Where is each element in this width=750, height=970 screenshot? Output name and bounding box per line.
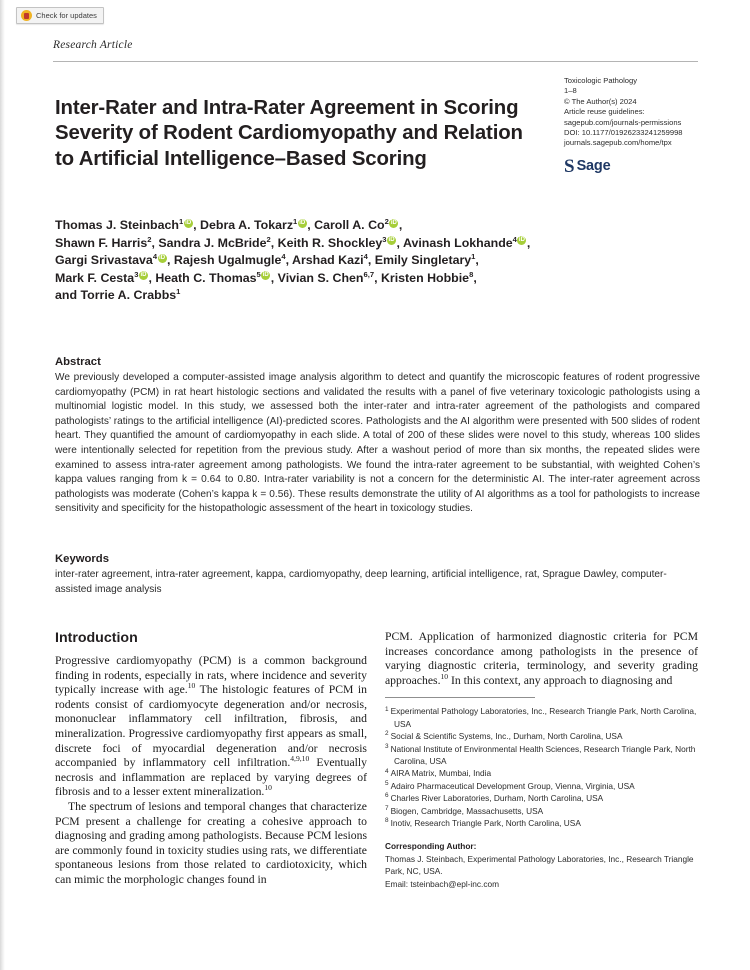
journal-homepage-url[interactable]: journals.sagepub.com/home/tpx bbox=[564, 138, 672, 148]
corresponding-author-address: Thomas J. Steinbach, Experimental Pathology Laboratories, Inc., Research Triangle Park, NC, USA. bbox=[385, 853, 694, 877]
journal-meta-block bbox=[564, 76, 744, 176]
copyright-line: © The Author(s) 2024 bbox=[564, 96, 637, 106]
affiliation-item: $^1$ Experimental Pathology Laboratories, Inc., Research Triangle Park, North Carolina, USA bbox=[385, 705, 697, 729]
abstract-text: We previously developed a computer-assisted image analysis algorithm to detect and quantify the microscopic features of rodent progressive cardiomyopathy (PCM) in rat heart histologic sections and validated the results with a panel of five veterinary toxicologic pathologists using a multinomial logistic model. In this study, we assessed both the inter-rater and intra-rater agreement of the pathologists and compared pathologists’ ratings to the artificial intelligence (AI)-predicted scores. Pathologists and the AI algorithm were presented with 500 slides of rodent heart. They quantified the amount of cardiomyopathy in each slide. A total of 200 of these slides were novel to this study, whereas 100 slides were intentionally selected for repetition from the previous study. After a washout period of more than six months, the repeated slides were examined to assess intra-rater agreement among pathologists. We found the intra-rater agreement to be substantial, with weighted Cohen’s kappa values ranging from k = 0.64 to 0.80. Intra-rater variability is not a concern for the deterministic AI. The inter-rater agreement across pathologists was moderate (Cohen’s kappa k = 0.56). These results demonstrate the utility of AI algorithms as a tool for pathologists to increase sensitivity and specificity for the histopathologic assessment of the heart in toxicology studies. bbox=[55, 372, 700, 515]
author-line: Gargi Srivastava$^4$ iD , Rajesh Ugalmugle$^4$, Arshad Kazi$^4$, Emily Singletary$^1$, bbox=[55, 252, 705, 270]
orcid-icon[interactable] bbox=[387, 236, 396, 245]
corresponding-author-heading: Corresponding Author: bbox=[385, 841, 477, 852]
orcid-icon[interactable] bbox=[298, 219, 307, 228]
orcid-icon[interactable] bbox=[261, 271, 270, 280]
affiliation-list bbox=[385, 705, 698, 829]
page-range: 1–8 bbox=[564, 86, 577, 96]
affiliation-item: $^6$ Charles River Laboratories, Durham, North Carolina, USA bbox=[385, 792, 604, 804]
affiliation-marker: 4 bbox=[385, 767, 389, 775]
sage-wordmark: Sage bbox=[576, 157, 611, 174]
author-line: and Torrie A. Crabbs$^1$ bbox=[55, 287, 181, 303]
orcid-icon[interactable] bbox=[517, 236, 526, 245]
affiliation-marker: 3 bbox=[385, 742, 389, 750]
affiliation-item: $^7$ Biogen, Cambridge, Massachusetts, USA bbox=[385, 804, 544, 816]
keywords-heading: Keywords bbox=[55, 553, 109, 565]
reuse-guidelines-url[interactable]: sagepub.com/journals-permissions bbox=[564, 117, 682, 127]
abstract-section bbox=[55, 356, 700, 517]
orcid-icon[interactable] bbox=[184, 219, 193, 228]
corresponding-author-email[interactable]: Email: tsteinbach@epl-inc.com bbox=[385, 878, 500, 889]
page-title: Inter-Rater and Intra-Rater Agreement in Scoring Severity of Rodent Cardiomyopathy and Relation to Artificial Intelligence–Based Scoring bbox=[55, 96, 523, 170]
sage-s-mark: S bbox=[564, 155, 575, 177]
check-for-updates-badge[interactable] bbox=[16, 7, 104, 24]
affiliation-item: $^5$ Adairo Pharmaceutical Development Group, Vienna, Virginia, USA bbox=[385, 780, 635, 791]
keywords-section bbox=[55, 553, 700, 597]
introduction-heading: Introduction bbox=[55, 630, 138, 646]
footnote-divider bbox=[385, 697, 535, 698]
keywords-text: inter-rater agreement, intra-rater agreement, kappa, cardiomyopathy, deep learning, artificial intelligence, rat, Sprague Dawley, computer-assisted image analysis bbox=[55, 569, 667, 595]
affiliation-marker: 2 bbox=[385, 730, 389, 738]
sage-logo bbox=[564, 157, 744, 176]
header-divider bbox=[53, 61, 698, 62]
body-column-right bbox=[385, 630, 698, 890]
corresponding-author-block bbox=[385, 840, 698, 890]
affiliation-marker: 5 bbox=[385, 780, 389, 788]
affiliation-marker: 6 bbox=[385, 792, 389, 800]
affiliation-item: $^4$ AIRA Matrix, Mumbai, India bbox=[385, 767, 492, 779]
affiliation-item: $^2$ Social & Scientific Systems, Inc., Durham, North Carolina, USA bbox=[385, 730, 623, 742]
journal-name: Toxicologic Pathology bbox=[564, 76, 638, 85]
reuse-guidelines-label: Article reuse guidelines: bbox=[564, 107, 645, 117]
doi-line[interactable]: DOI: 10.1177/01926233241259998 bbox=[564, 128, 683, 138]
affiliation-item: $^3$ National Institute of Environmental Health Sciences, Research Triangle Park, North Carolina, USA bbox=[385, 742, 696, 766]
affiliation-item: $^8$ Inotiv, Research Triangle Park, North Carolina, USA bbox=[385, 817, 581, 829]
orcid-icon[interactable] bbox=[139, 271, 148, 280]
crossmark-icon bbox=[21, 10, 32, 21]
intro-paragraph-2: The spectrum of lesions and temporal changes that characterize PCM present a challenge for creating a cohesive approach to diagnosing and grading among pathologists. Because PCM lesions are commonly found in toxicity studies using rats, we differentiate spontaneous lesions from those related to cardiotoxicity, which can mimic the morphologic changes found in bbox=[55, 799, 367, 886]
intro-paragraph-3: PCM. Application of harmonized diagnostic criteria for PCM increases concordance among pathologists in the presence of varying diagnostic criteria, terminology, and severity grading approaches.$^{10}$ In this context, any approach to diagnosing and bbox=[385, 630, 698, 687]
author-list bbox=[55, 217, 705, 305]
intro-paragraph-1: Progressive cardiomyopathy (PCM) is a common background finding in rodents, especially in rats, where incidence and severity typically increase with age.$^{10}$ The histologic features of PCM in rodents consist of cardiomyocyte degeneration and/or necrosis, mononuclear inflammatory cell infiltration, fibrosis, and mineralization. Progressive cardiomyopathy first appears as small, discrete foci of myocardial degeneration and/or necrosis accompanied by inflammatory cell infiltration.$^{4,9,10}$ Eventually necrosis and inflammation are replaced by varying degrees of fibrosis and to a lesser extent mineralization.$^{10}$ bbox=[55, 654, 367, 799]
orcid-icon[interactable] bbox=[158, 254, 167, 263]
affiliation-marker: 7 bbox=[385, 804, 389, 812]
author-line: Shawn F. Harris$^2$, Sandra J. McBride$^2$, Keith R. Shockley$^3$ iD , Avinash Lokhande$^4$ iD , bbox=[55, 235, 705, 253]
affiliation-marker: 8 bbox=[385, 817, 389, 825]
check-for-updates-label: Check for updates bbox=[36, 11, 97, 20]
article-type-kicker: Research Article bbox=[53, 39, 133, 51]
body-column-left bbox=[55, 630, 367, 888]
author-line: Thomas J. Steinbach$^1$ iD , Debra A. Tokarz$^1$ iD , Caroll A. Co$^2$ iD , bbox=[55, 217, 705, 235]
affiliation-marker: 1 bbox=[385, 705, 389, 713]
author-line: Mark F. Cesta$^3$ iD , Heath C. Thomas$^5$ iD , Vivian S. Chen$^{6,7}$, Kristen Hobbie$^8$, bbox=[55, 270, 705, 288]
abstract-heading: Abstract bbox=[55, 356, 101, 368]
orcid-icon[interactable] bbox=[389, 219, 398, 228]
